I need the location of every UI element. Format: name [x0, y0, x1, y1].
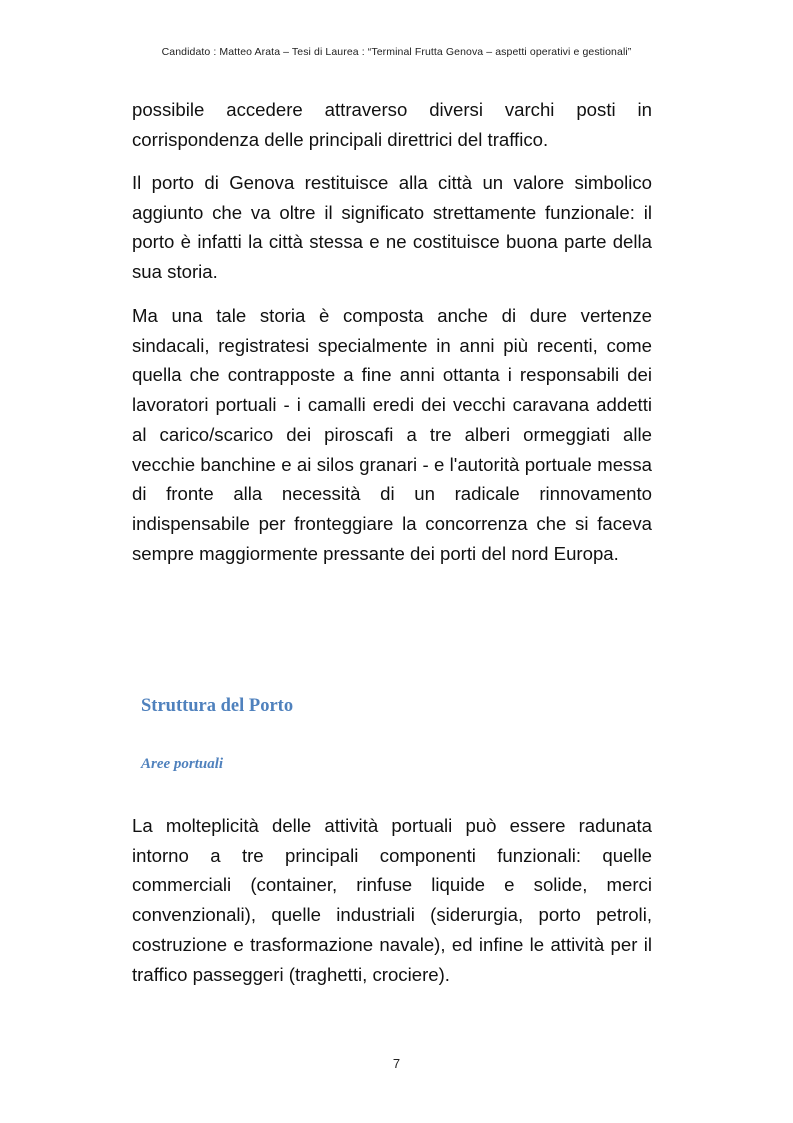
page-number: 7 [392, 1056, 401, 1071]
page-header: Candidato : Matteo Arata – Tesi di Laurea : “Terminal Frutta Genova – aspetti operativi e gestionali” [161, 46, 632, 58]
body-paragraph-4: La molteplicità delle attività portuali può essere radunata intorno a tre principali componenti funzionali: quelle commerciali (container, rinfuse liquide e solide, merci convenzionali), quelle industriali (siderurgia, porto petroli, costruzione e trasformazione navale), ed infine le attività per il traffico passeggeri (traghetti, crociere). [132, 815, 652, 985]
body-paragraph-2: Il porto di Genova restituisce alla città un valore simbolico aggiunto che va oltre il significato strettamente funzionale: il porto è infatti la città stessa e ne costituisce buona parte della sua storia. [132, 172, 652, 283]
section-subheading: Aree portuali [141, 756, 224, 772]
body-paragraph-3: Ma una tale storia è composta anche di dure vertenze sindacali, registratesi specialmente in anni più recenti, come quella che contrapposte a fine anni ottanta i responsabili dei lavoratori portuali - i camalli eredi dei vecchi caravana addetti al carico/scarico dei piroscafi a tre alberi ormeggiati alle vecchie banchine e ai silos granari - e l'autorità portuale messa di fronte alla necessità di un radicale rinnovamento indispensabile per fronteggiare la concorrenza che si faceva sempre maggiormente pressante dei porti del nord Europa. [132, 305, 652, 564]
body-paragraph-1: possibile accedere attraverso diversi varchi posti in corrispondenza delle principali direttrici del traffico. [132, 99, 652, 150]
section-heading: Struttura del Porto [141, 696, 294, 716]
